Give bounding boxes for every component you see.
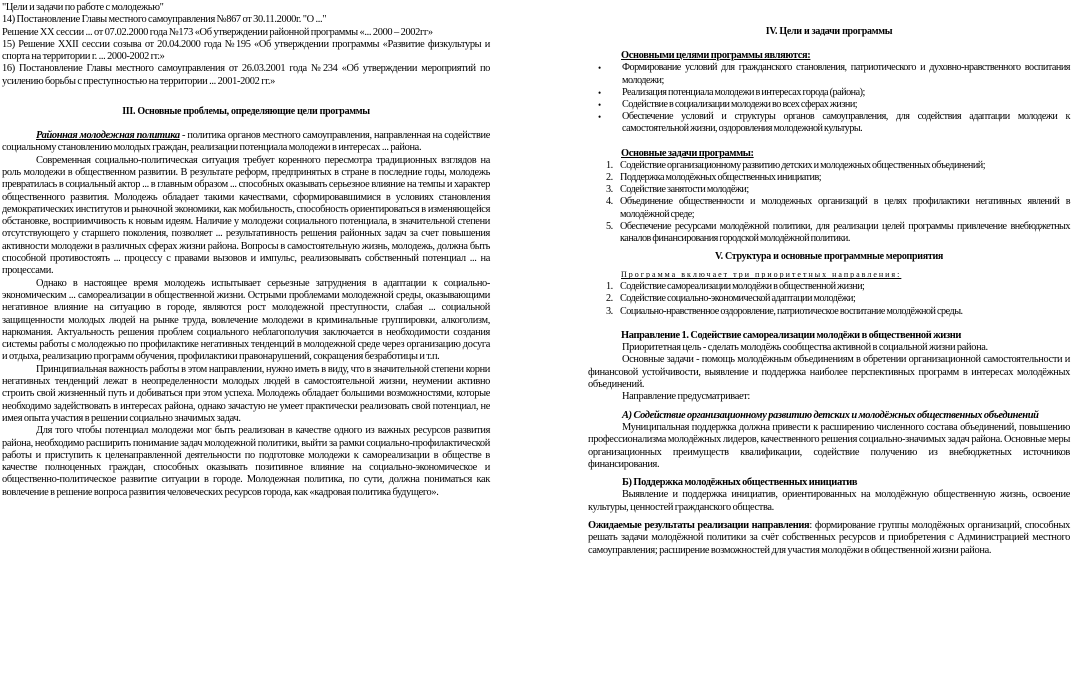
sub-a-title: А) Содействие организационному развитию детских и молодёжных общественных объединений xyxy=(622,409,1039,421)
list-item: 2. Содействие социально-экономической адаптации молодёжи; xyxy=(606,293,856,305)
list-item: • Формирование условий для гражданского становления, патриотического и духовно-нравственного воспитания молодежи; xyxy=(598,62,1070,86)
sub-a-text: Муниципальная поддержка должна привести к расширению численного состава объединений, повышению профессионализма молодёжных лидеров, качественного решения социально-значимых задач района. Основные меры организационных преимуществ квалификации, содействие получению из внебюджетных источников финансирования. xyxy=(588,421,1070,470)
spacer xyxy=(588,38,1070,50)
youth-policy-definition: - политика органов местного самоуправления, направленная на содействие социальному становлению молодых граждан, реализации потенциала молодежи в интересах ... района. xyxy=(2,130,491,154)
right-column xyxy=(588,2,1070,557)
list-item: 1. Содействие самореализации молодёжи в общественной жизни; xyxy=(606,281,865,293)
list-item: • Реализация потенциала молодежи в интересах города (района); xyxy=(598,87,1070,99)
paragraph-problems: Однако в настоящее время молодежь испытывает серьезные затруднения в адаптации к социально-экономическим ... самореализации в общественной жизни. Острыми проблемами молодежной среды, оказывающими негативное влияние на ситуацию в городе, являются рост молодежной преступности, слабая ... социальной защищенности молодых людей на рынке труда, вовлечение молодежи в криминальные группировки, алкоголизм, наркомания. Актуальность решения проблем социального неблагополучия заключается в необходимости создания системы работы с молодежью по профилактике негативных тенденций в молодежной среде через организацию досуга и отдыха, реализацию программ обучения, профилактики правонарушений, сокращения безработицы и т.п. xyxy=(2,277,490,363)
sub-b-title: Б) Поддержка молодёжных общественных инициатив xyxy=(622,477,858,489)
paragraph-youth-policy xyxy=(2,130,490,155)
directions-intro: Программа включает три приоритетных направления: xyxy=(621,270,902,280)
section-3-title: III. Основные проблемы, определяющие цели программы xyxy=(122,106,370,118)
ref-line-1: "Цели и задачи по работе с молодежью" xyxy=(2,2,164,13)
goals-title: Основными целями программы являются: xyxy=(621,50,811,61)
left-column xyxy=(2,2,490,499)
expected-results-text: : формирование группы молодёжных организаций, способных решать задачи молодёжной политики за счёт собственных ресурсов и приобретения с Администрацией местного самоуправления; расширение возможностей для участия молодёжи в общественной жизни района. xyxy=(588,520,1070,556)
ref-line-4: 15) Решение XXII сессии созыва от 20.04.2000 года №195 «Об утверждении программы «Развитие физкультуры и спорта на территории г. ... 2000-2002 гг.» xyxy=(2,38,490,63)
paragraph-importance: Принципиальная важность работы в этом направлении, нужно иметь в виду, что в значительной степени корни негативных тенденций лежат в неопределенности молодых людей в самостоятельной жизни, неумении активно строить свой жизненный путь и добиваться при этом успеха. Молодежь обладает большими возможностями, которые необходимо задействовать в интересах района, однако зачастую не умеет практически реализовать свой потенциал, не имея опыта участия в решении социально значимых задач. xyxy=(2,363,490,424)
list-item: • Обеспечение условий и структуры органов самоуправления, для содействия адаптации молодежи к самостоятельной жизни, оздоровления молодежной культуры. xyxy=(598,111,1070,135)
direction-1-includes: Направление предусматривает: xyxy=(622,391,750,403)
ref-line-2: 14) Постановление Главы местного самоуправления №867 от 30.11.2000г. "О ..." xyxy=(2,14,327,26)
spacer xyxy=(588,14,1070,26)
spacer xyxy=(588,2,1070,14)
directions-list xyxy=(588,281,1070,318)
goals-list xyxy=(588,62,1070,135)
section-5-title: V. Структура и основные программные мероприятия xyxy=(714,251,944,263)
list-item: 5. Обеспечение ресурсами молодёжной политики, для реализации целей программы привлечение внебюджетных каналов финансирования городской молодёжной политики. xyxy=(606,220,1070,245)
tasks-title: Основные задачи программы: xyxy=(621,147,754,159)
list-item: • Содействие в социализации молодежи во всех сферах жизни; xyxy=(598,99,1070,111)
sub-b-text: Выявление и поддержка инициатив, ориентированных на молодёжную общественную жизнь, освоение культуры, ценностей гражданского общества. xyxy=(588,489,1070,513)
ref-line-3: Решение XX сессии ... от 07.02.2000 года №173 «Об утверждении районной программы «... 2000 – 2002гг» xyxy=(2,26,433,38)
youth-policy-term: Районная молодежная политика xyxy=(36,130,180,142)
list-item: 4. Объединение общественности и молодежных организаций в целях профилактики негативных явлений в молодёжной среде; xyxy=(606,196,1070,220)
expected-results xyxy=(588,520,1070,557)
paragraph-situation: Современная социально-политическая ситуация требует коренного пересмотра традиционных взглядов на роль молодежи в общественном развитии. В результате реформ, предпринятых в стране в последние годы, молодежь превратилась в социальный актор ... в главным образом ... способных оказывать серьезное влияние на темпы и характер общественного развития. Молодежь обладает такими качествами, сформировавшимися в условиях становления демократических институтов и рыночной экономики, как мобильность, способность ориентироваться в изменяющейся обстановке, восприимчивость к новым идеям. Наличие у молодежи социального потенциала, в значительной степени отсутствующего у старшего поколения, позволяет ... результативность решения районных задач за счет повышения активности молодежи в различных сферах жизни района. Вопросы в самостоятельную жизнь, молодежь, должна быть способной противостоять ... процессу с правами вызовов и импульс, реализовывать собственный потенциал ... на процессами. xyxy=(2,154,490,277)
list-item: 1. Содействие организационному развитию детских и молодежных общественных объединений; xyxy=(606,159,986,171)
direction-1-title: Направление 1. Содействие самореализации молодёжи в общественной жизни xyxy=(621,329,962,341)
section-4-title: IV. Цели и задачи программы xyxy=(765,26,893,37)
expected-results-lead: Ожидаемые результаты реализации направления xyxy=(588,520,810,531)
list-item: 3. Социально-нравственное оздоровление, патриотическое воспитание молодёжной среды. xyxy=(606,305,963,317)
direction-1-tasks: Основные задачи - помощь молодёжным объединениям в обретении организационной самостоятельности и финансовой устойчивости, выявление и поддержка наиболее перспективных программ в интересах молодёжных объединений. xyxy=(588,354,1070,391)
spacer xyxy=(2,88,490,100)
spacer xyxy=(588,136,1070,148)
tasks-list xyxy=(588,160,1070,245)
paragraph-potential: Для того чтобы потенциал молодежи мог быть реализован в качестве одного из важных ресурсов развития района, необходимо расширить понимание задач молодежной политики, выйти за рамки социально-профилактической работы и приступить к целенаправленной деятельности по подготовке молодежи к самореализации в обществе в качестве полноценных граждан, способных оказывать позитивное влияние на социально-экономическое и общественно-политическое развитие ситуации в городе. Молодежная политика, по сути, должна пониматься как вовлечение в решение вопроса развития человеческих ресурсов города, как «кадровая политика будущего». xyxy=(2,425,490,498)
spacer xyxy=(2,118,490,130)
spacer xyxy=(588,318,1070,330)
list-item: 2. Поддержка молодёжных общественных инициатив; xyxy=(606,172,822,184)
list-item: 3. Содействие занятости молодёжи; xyxy=(606,184,749,196)
ref-line-5: 16) Постановление Главы местного самоуправления от 26.03.2001 года №234 «Об утверждении мероприятий по усилению борьбы с преступностью на территории ... 2001-2002 гг.» xyxy=(2,63,490,87)
direction-1-goal: Приоритетная цель - сделать молодёжь сообщества активной в социальной жизни района. xyxy=(622,342,988,354)
